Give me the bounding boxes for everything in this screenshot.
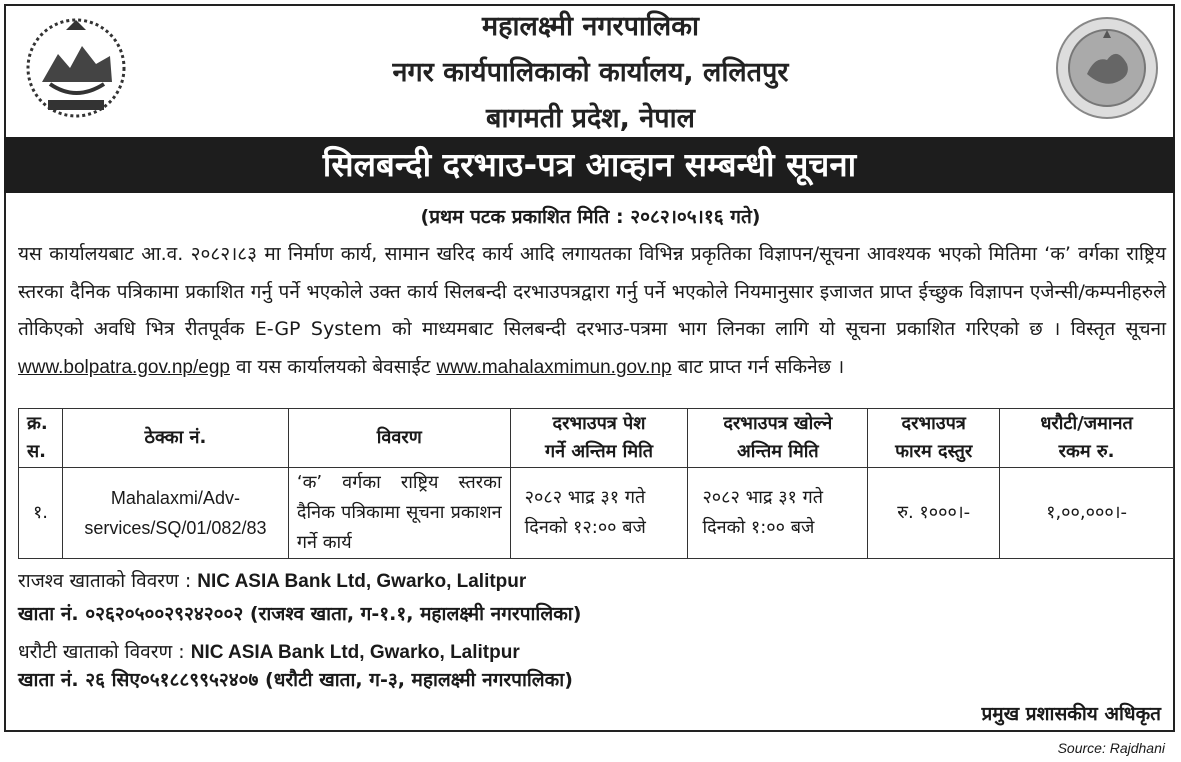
- notice-title: सिलबन्दी दरभाउ-पत्र आव्हान सम्बन्धी सूचना: [322, 145, 857, 184]
- published-date: (प्रथम पटक प्रकाशित मिति : २०८२।०५।१६ गते): [420, 206, 761, 228]
- row-description: ‘क’ वर्गका राष्ट्रिय स्तरका दैनिक पत्रिकामा सूचना प्रकाशन गर्ने कार्य: [288, 468, 510, 559]
- revenue-account-label: राजश्व खाताको विवरण :: [18, 570, 198, 592]
- row-opening-date: २०८२ भाद्र ३१ गते दिनको १:०० बजे: [688, 468, 868, 559]
- source-credit: Source: Rajdhani: [1057, 740, 1165, 756]
- row-submission-date: २०८२ भाद्र ३१ गते दिनको १२:०० बजे: [510, 468, 688, 559]
- body-text-2: वा यस कार्यालयको बेवसाईट: [229, 355, 437, 378]
- revenue-account-number: खाता नं. ०२६२०५००२९२४२००२ (राजश्व खाता, ग-१.१, महालक्ष्मी नगरपालिका): [18, 603, 582, 625]
- row-form-fee: रु. १०००।-: [868, 468, 1000, 559]
- header-form-fee: दरभाउपत्र फारम दस्तुर: [868, 409, 1000, 468]
- header-contract-no: ठेक्का नं.: [62, 409, 288, 468]
- row-contract-no: Mahalaxmi/Adv-services/SQ/01/082/83: [62, 468, 288, 559]
- municipality-website-link[interactable]: www.mahalaxmimun.gov.np: [436, 356, 672, 378]
- office-name: नगर कार्यपालिकाको कार्यालय, ललितपुर: [392, 57, 789, 88]
- deposit-account-label: धरौटी खाताको विवरण :: [18, 641, 191, 663]
- header-opening-date: दरभाउपत्र खोल्ने अन्तिम मिति: [688, 409, 868, 468]
- header-description: विवरण: [288, 409, 510, 468]
- header-sn: क्र. स.: [19, 409, 63, 468]
- header-deposit: धरौटी/जमानत रकम रु.: [1000, 409, 1174, 468]
- deposit-account-number: खाता नं. २६ सिए०५१८८९९५२४०७ (धरौटी खाता, ग-३, महालक्ष्मी नगरपालिका): [18, 669, 573, 691]
- row-deposit: १,००,०००।-: [1000, 468, 1174, 559]
- body-text-1: यस कार्यालयबाट आ.व. २०८२।८३ मा निर्माण कार्य, सामान खरिद कार्य आदि लगायतका विभिन्न प्रकृतिका विज्ञापन/सूचना आवश्यक भएको मितिमा ‘क’ वर्गका राष्ट्रिय स्तरका दैनिक पत्रिकामा प्रकाशित गर्नु पर्ने भएकोले उक्त कार्य सिलबन्दी दरभाउपत्रद्वारा गर्नु पर्ने भएकोले नियमानुसार इजाजत प्राप्त ईच्छुक विज्ञापन एजेन्सी/कम्पनीहरुले तोकिएको अवधि भित्र रीतपूर्वक E-GP System को माध्यमबाट सिलबन्दी दरभाउ-पत्रमा भाग लिनका लागि यो सूचना प्रकाशित गरिएको छ । विस्तृत सूचना: [18, 243, 1166, 340]
- tender-table: [18, 408, 1174, 559]
- notice-body: [18, 236, 1166, 386]
- row-sn: १.: [19, 468, 63, 559]
- bolpatra-link[interactable]: www.bolpatra.gov.np/egp: [18, 356, 230, 378]
- body-text-3: बाट प्राप्त गर्न सकिनेछ ।: [671, 355, 845, 378]
- header-submission-date: दरभाउपत्र पेश गर्ने अन्तिम मिति: [510, 409, 688, 468]
- notice-title-banner: [4, 137, 1175, 193]
- revenue-bank-name: NIC ASIA Bank Ltd, Gwarko, Lalitpur: [197, 571, 527, 592]
- municipality-name: महालक्ष्मी नगरपालिका: [482, 11, 699, 42]
- deposit-bank-name: NIC ASIA Bank Ltd, Gwarko, Lalitpur: [190, 642, 520, 663]
- signatory-title: प्रमुख प्रशासकीय अधिकृत: [981, 703, 1161, 725]
- province-name: बागमती प्रदेश, नेपाल: [486, 103, 695, 134]
- deposit-account-bank: [18, 638, 520, 664]
- revenue-account-bank: [18, 567, 526, 593]
- table-header-row: [19, 409, 1174, 468]
- table-row: [19, 468, 1174, 559]
